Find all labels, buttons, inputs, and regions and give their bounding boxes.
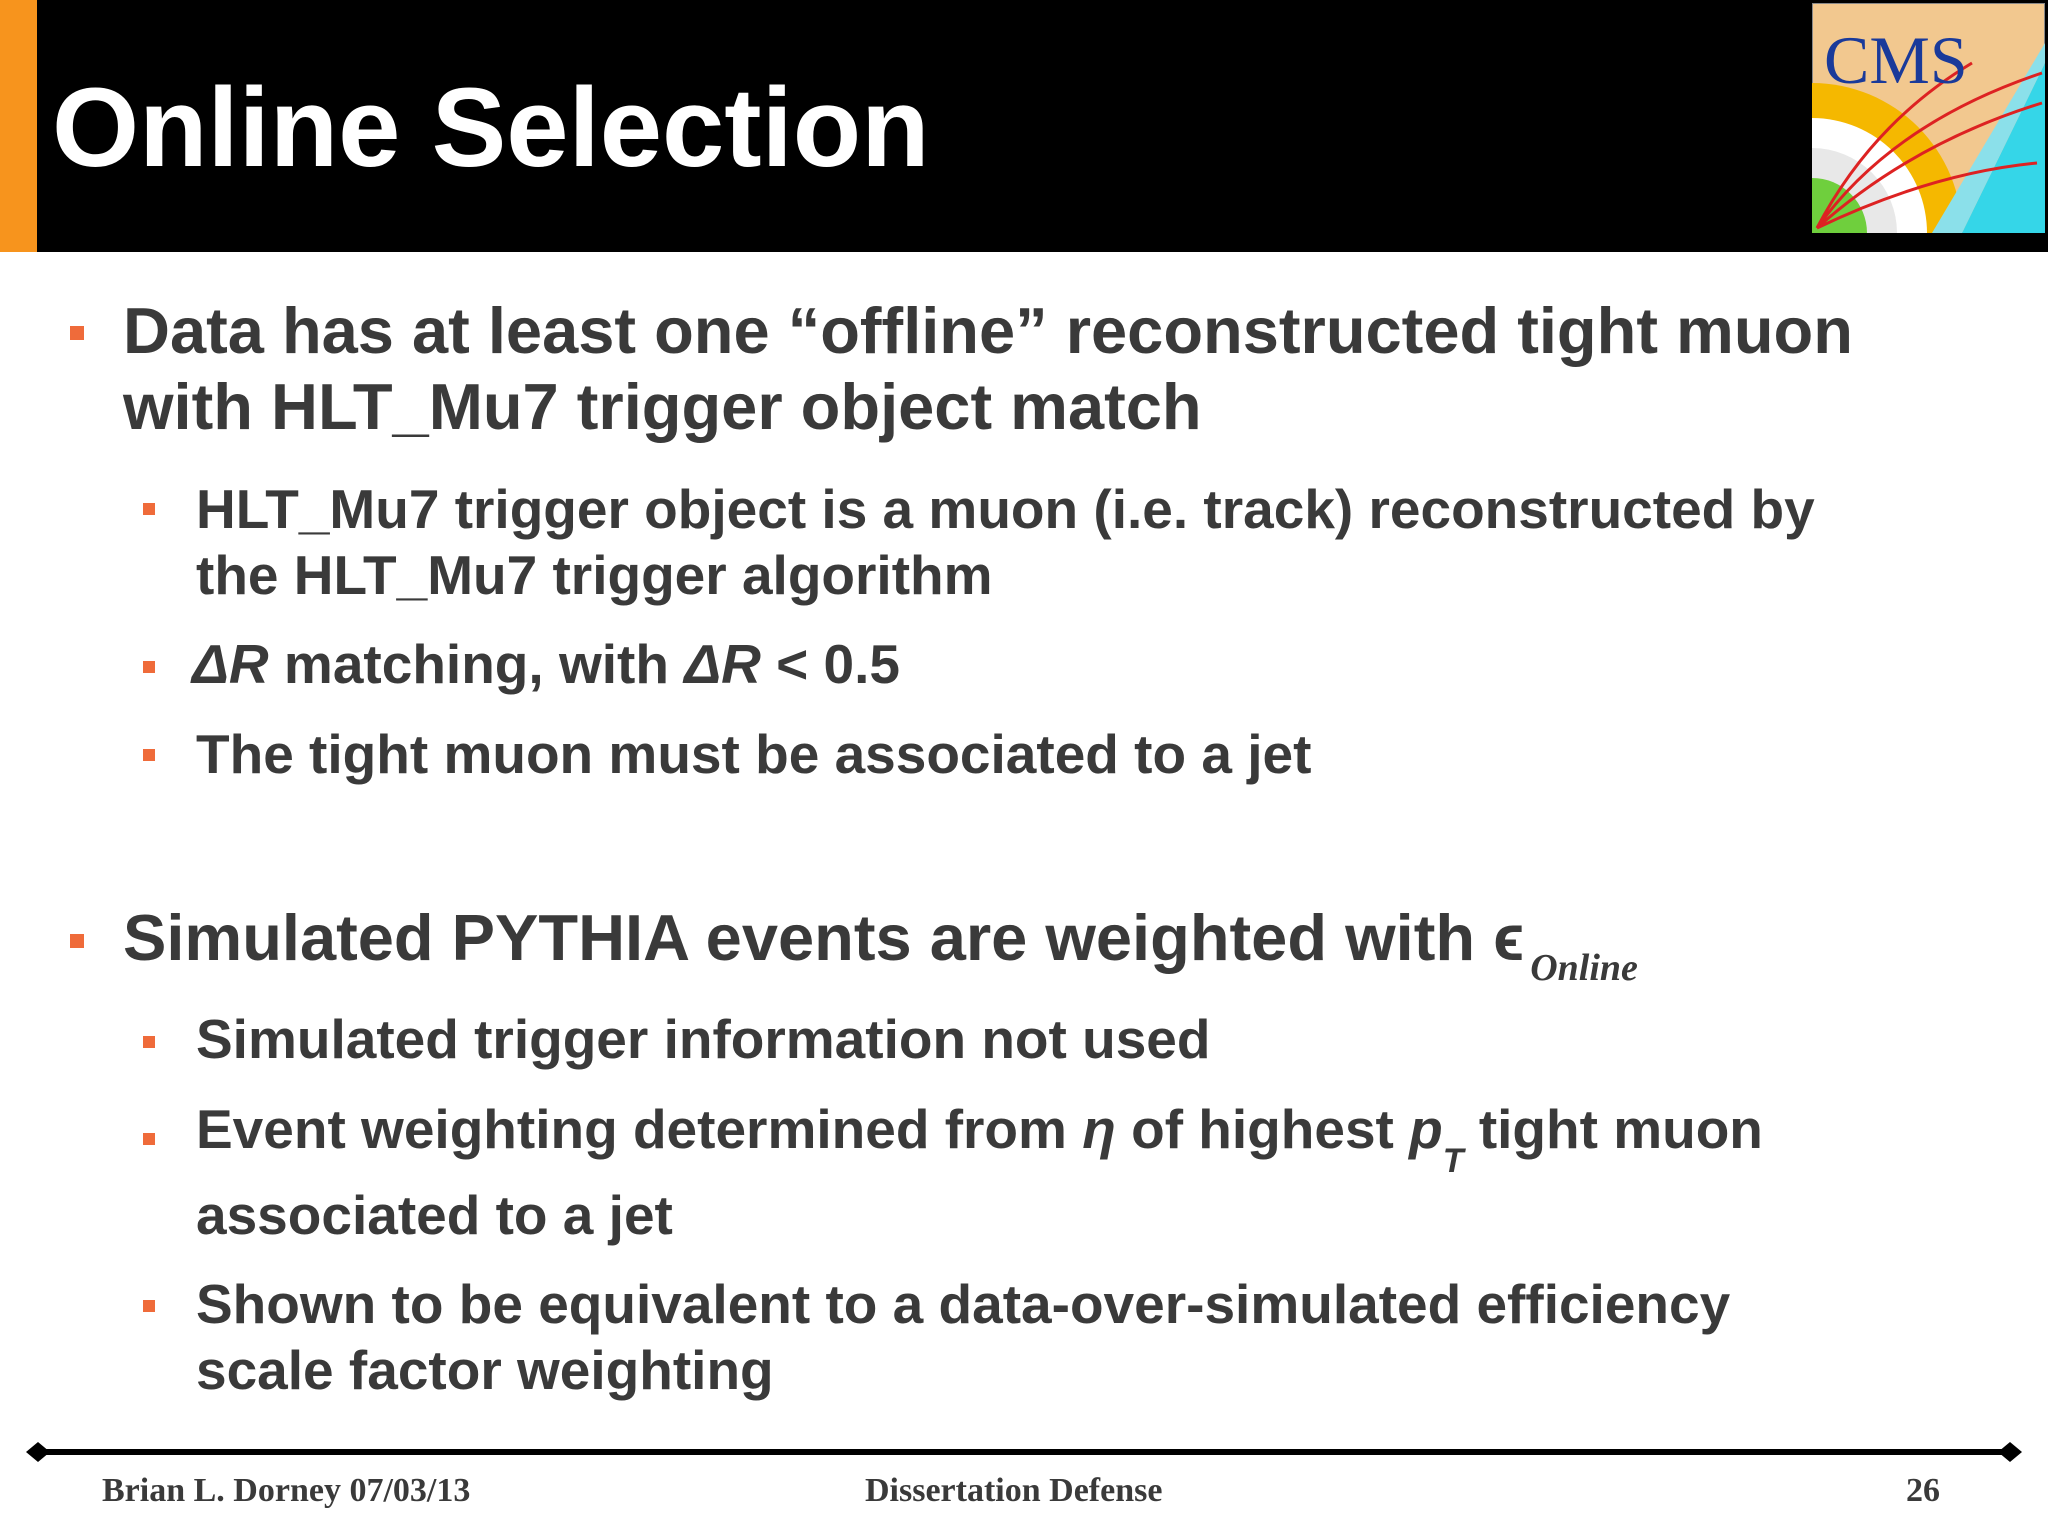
- sub-bullet-1-3: The tight muon must be associated to a jet: [196, 723, 1312, 785]
- footer-page-number: 26: [1906, 1472, 1940, 1509]
- epsilon-subscript: Online: [1530, 947, 1638, 989]
- footer-author-date: Brian L. Dorney 07/03/13: [102, 1472, 471, 1509]
- sub-bullet-1-1-line-1: HLT_Mu7 trigger object is a muon (i.e. track) reconstructed by: [196, 478, 1815, 540]
- sub-bullet-2-2-text-a: Event weighting determined from: [196, 1098, 1083, 1160]
- footer-event: Dissertation Defense: [865, 1472, 1163, 1509]
- cms-logo-text: CMS: [1824, 22, 1968, 98]
- bullet-1-line-2: with HLT_Mu7 trigger object match: [123, 370, 1202, 443]
- sub-bullet-1-1-line-2: the HLT_Mu7 trigger algorithm: [196, 544, 993, 606]
- sub-bullet-2-3-line-2: scale factor weighting: [196, 1339, 774, 1401]
- sub-bullet-2-2-line-2: associated to a jet: [196, 1184, 673, 1246]
- sub-bullet-2-2-text-c: tight muon: [1463, 1098, 1763, 1160]
- epsilon-symbol: ϵ: [1493, 901, 1525, 974]
- delta-r-symbol: ΔR: [192, 633, 269, 695]
- delta-r-threshold: < 0.5: [760, 633, 901, 695]
- bullet-2-text: Simulated PYTHIA events are weighted with: [123, 901, 1494, 974]
- slide-title: Online Selection: [52, 65, 930, 190]
- sub-bullet-2-3-line-1: Shown to be equivalent to a data-over-simulated efficiency: [196, 1273, 1731, 1335]
- delta-r-text: matching, with: [268, 633, 685, 695]
- delta-r-symbol: ΔR: [684, 633, 761, 695]
- pt-subscript: T: [1442, 1142, 1464, 1180]
- bullet-1-line-1: Data has at least one “offline” reconstructed tight muon: [123, 294, 1853, 367]
- eta-symbol: η: [1082, 1098, 1116, 1160]
- pt-symbol: p: [1409, 1098, 1443, 1160]
- sub-bullet-2-2-text-b: of highest: [1115, 1098, 1410, 1160]
- sub-bullet-2-1: Simulated trigger information not used: [196, 1008, 1211, 1070]
